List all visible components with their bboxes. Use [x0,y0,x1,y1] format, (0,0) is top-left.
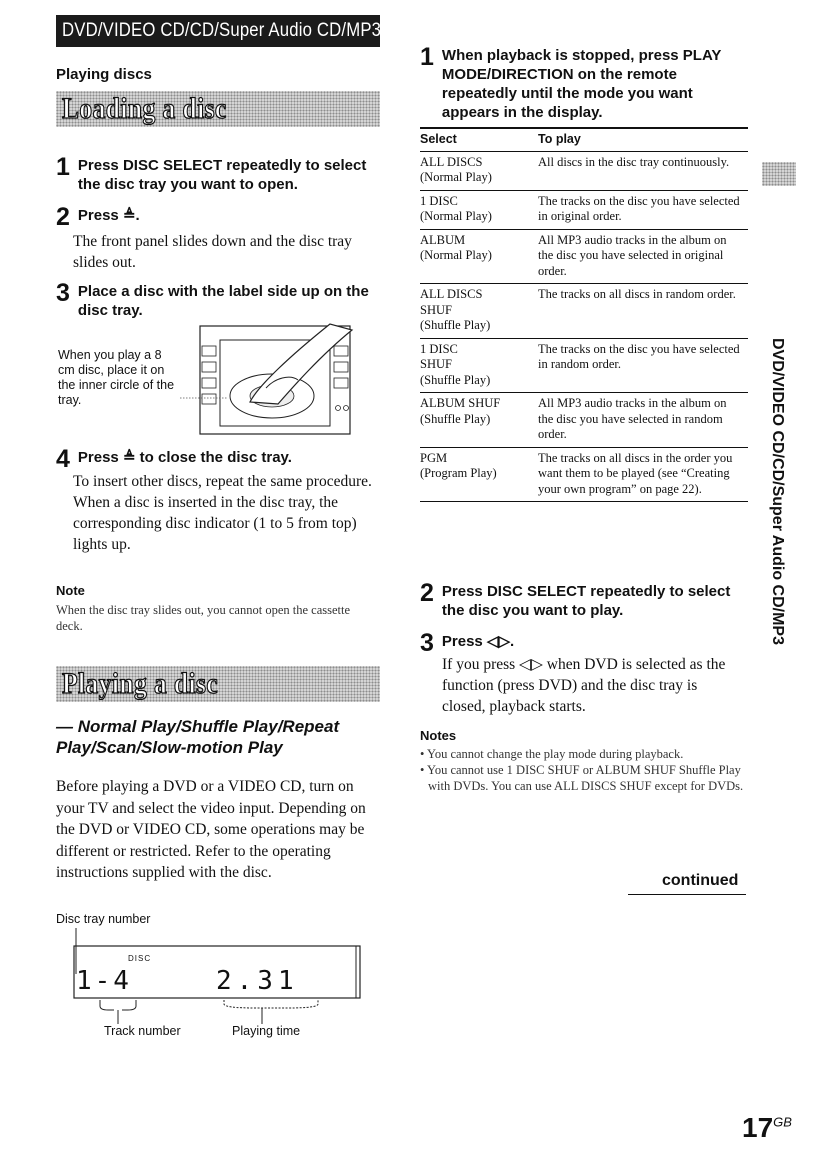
right-step-3-press-play: 3 Press ◁▷. [420,629,515,657]
row-to-play-cell: All MP3 audio tracks in the album on the disc you have selected in original order. [538,229,748,284]
row-select-cell: 1 DISC (Normal Play) [420,190,538,229]
notes-heading: Notes [420,728,457,743]
section-label: Playing discs [56,66,152,83]
right-step-3-title: Press ◁▷. [441,633,515,650]
notes-list [420,746,750,794]
disc-tray-number-label: Disc tray number [56,912,151,926]
table-row [420,151,748,190]
disc-tray-illustration [180,316,370,436]
loading-banner-title: Loading a disc [62,92,227,125]
page-number: $17^{GB}$ [742,1112,792,1143]
step-2-open-tray: 2 Press ≜. [56,203,140,231]
display-time-readout: 2.31 [216,966,299,996]
step-4-body: To insert other discs, repeat the same procedure. When a disc is inserted in the disc tray, the corresponding disc indicator (1 to 5 from top) lights up. [73,473,372,553]
right-step-1-play-mode: 1 When playback is stopped, press PLAY MODE/DIRECTION on the remote repeatedly until the mode you want appears in the display. [420,46,750,122]
playing-banner-title: Playing a disc [62,667,219,700]
table-header-row [420,128,748,151]
side-chapter-label-text: DVD/VIDEO CD/CD/Super Audio CD/MP3 [769,338,786,645]
play-modes-subhead: — Normal Play/Shuffle Play/Repeat Play/Scan/Slow-motion Play [56,717,340,757]
step-2-body: The front panel slides down and the disc tray slides out. [73,233,352,271]
column-header-select: Select [420,128,538,151]
playing-banner [56,666,380,702]
step-3-title: Place a disc with the label side up on the disc tray. [77,283,369,319]
playing-time-label: Playing time [232,1024,301,1038]
intro-paragraph: Before playing a DVD or a VIDEO CD, turn on your TV and select the video input. Depending on the DVD or VIDEO CD, some operations may be different or restricted. Refer to the operating instructions supplied with the disc. [56,778,366,881]
right-step-1-title: When playback is stopped, press PLAY MODE/DIRECTION on the remote repeatedly until the mode you want appears in the display. [441,47,722,121]
note-heading: Note [56,583,85,598]
right-step-3-body: If you press ◁▷ when DVD is selected as the function (press DVD) and the disc tray is closed, playback starts. [442,656,726,715]
step-1-select-tray: 1 Press DISC SELECT repeatedly to select the disc tray you want to open. [56,156,386,194]
step-1-title: Press DISC SELECT repeatedly to select the disc tray you want to open. [77,157,367,193]
loading-banner [56,91,380,127]
right-step-2-select-disc: 2 Press DISC SELECT repeatedly to select the disc you want to play. [420,582,750,620]
display-track-readout: 1-4 [76,966,132,996]
table-row [420,447,748,502]
step-3-place-disc: 3 Place a disc with the label side up on the disc tray. [56,282,386,320]
play-mode-table [420,127,748,502]
column-header-to-play: To play [538,128,748,151]
table-row [420,393,748,448]
chapter-header-title: DVD/VIDEO CD/CD/Super Audio CD/MP3 [62,20,382,41]
chapter-header [56,15,380,47]
disc-indicator-icon: DISC [128,954,152,963]
table-row [420,190,748,229]
row-to-play-cell: All discs in the disc tray continuously. [538,151,748,190]
right-step-2-title: Press DISC SELECT repeatedly to select the disc you want to play. [441,583,731,619]
track-number-label: Track number [104,1024,181,1038]
row-to-play-cell: The tracks on the disc you have selected in random order. [538,338,748,393]
row-select-cell: ALBUM (Normal Play) [420,229,538,284]
table-row [420,338,748,393]
step-2-title: Press ≜. [77,207,140,224]
continued-marker: continued [662,872,739,889]
row-to-play-cell: All MP3 audio tracks in the album on the disc you have selected in random order. [538,393,748,448]
row-select-cell: ALL DISCS SHUF (Shuffle Play) [420,284,538,339]
note-text: When the disc tray slides out, you cannot open the cassette deck. [56,603,351,633]
continued-rule [628,894,746,895]
side-chapter-label [720,338,818,645]
note-item: • You cannot change the play mode during playback. [420,747,684,761]
table-row [420,229,748,284]
row-to-play-cell: The tracks on all discs in random order. [538,284,748,339]
row-to-play-cell: The tracks on the disc you have selected in original order. [538,190,748,229]
step-4-title: Press ≜ to close the disc tray. [77,449,292,466]
row-select-cell: ALL DISCS (Normal Play) [420,151,538,190]
row-select-cell: PGM (Program Play) [420,447,538,502]
row-select-cell: 1 DISC SHUF (Shuffle Play) [420,338,538,393]
row-select-cell: ALBUM SHUF (Shuffle Play) [420,393,538,448]
note-item: • You cannot use 1 DISC SHUF or ALBUM SHUF Shuffle Play with DVDs. You can use ALL DISCS SHUF except for DVDs. [420,763,744,793]
illustration-caption: When you play a 8 cm disc, place it on the inner circle of the tray. [58,348,175,407]
step-4-close-tray: 4 Press ≜ to close the disc tray. [56,445,292,473]
row-to-play-cell: The tracks on all discs in the order you want them to be played (see “Creating your own program” on page 22). [538,447,748,502]
table-row [420,284,748,339]
side-tab-marker [762,162,796,186]
